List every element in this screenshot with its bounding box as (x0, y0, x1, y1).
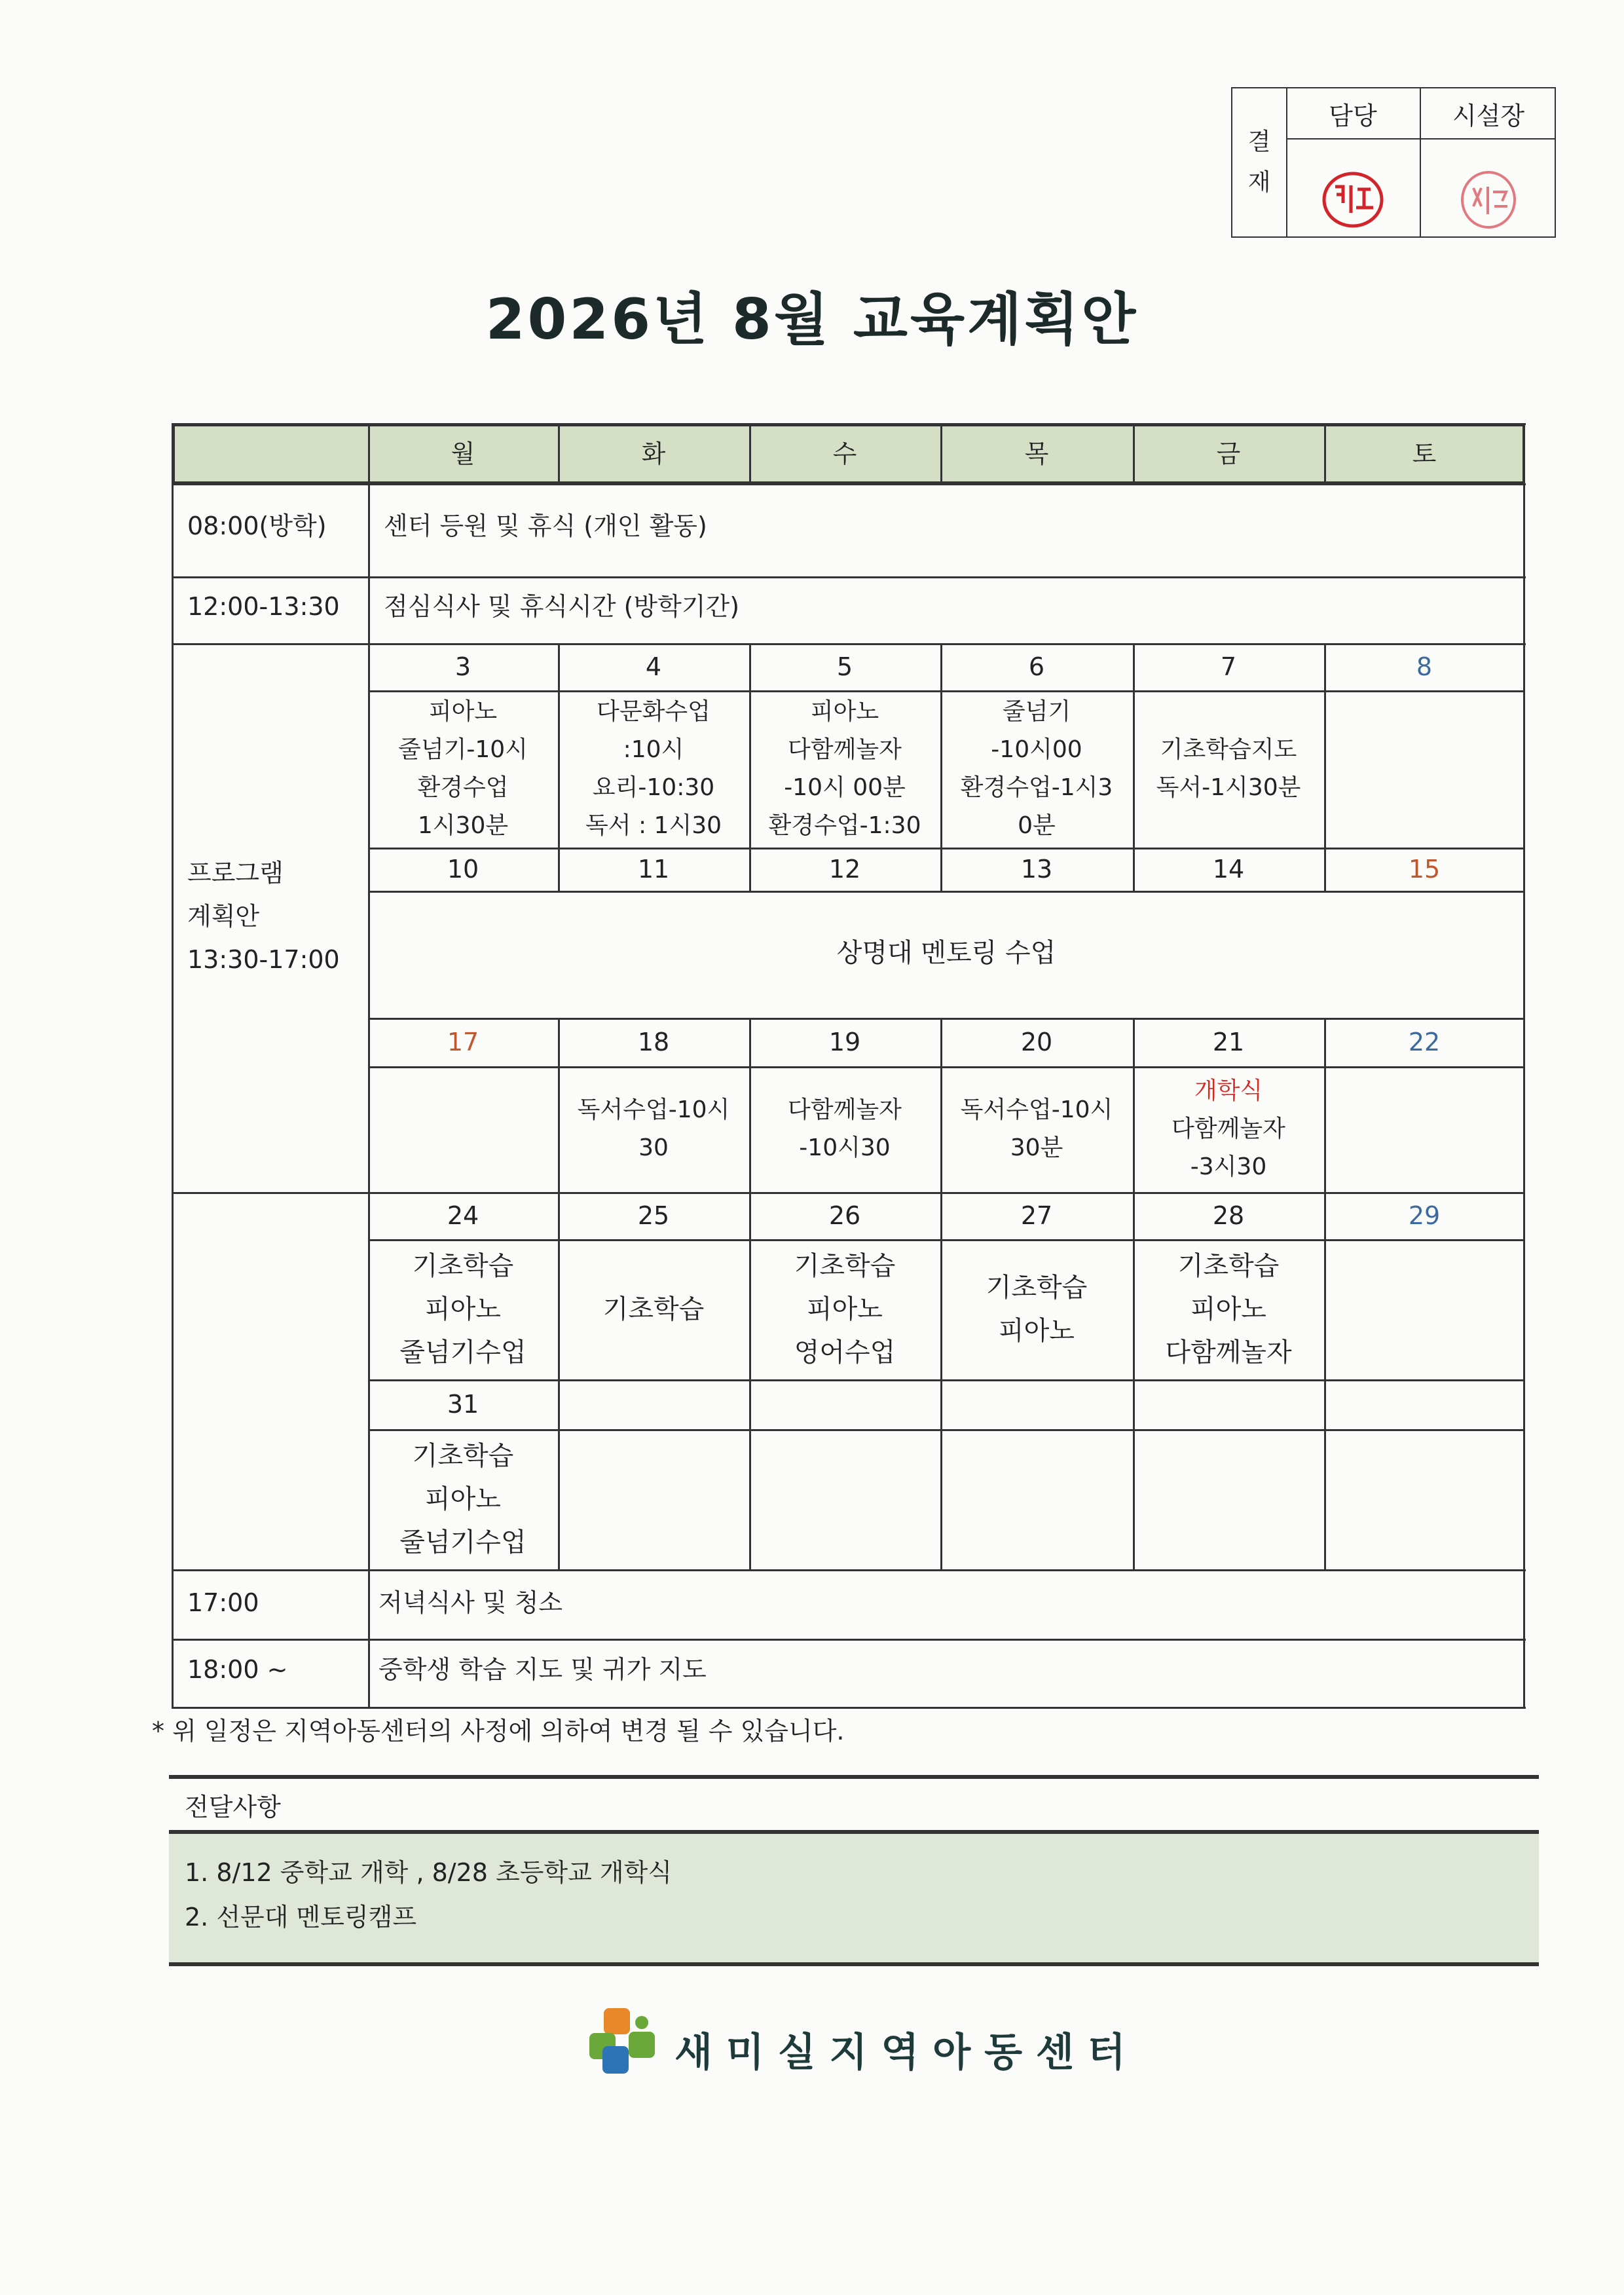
week1-cell-3-line-4: 환경수업-1:30 (768, 812, 921, 839)
week5-cell-1-line-2: 피아노 (425, 1484, 501, 1514)
week3-cell-4-line-2: 30분 (1010, 1134, 1063, 1161)
evening-time: 18:00 ~ (187, 1655, 288, 1684)
week3-day-21: 21 (1212, 1028, 1245, 1056)
week5-cell-3 (749, 1429, 940, 1569)
week5-day-blank-2 (749, 1379, 940, 1429)
weekday-6: 토 (1412, 439, 1437, 468)
week3-cell-3 (749, 1066, 940, 1192)
week1-cell-3-line-1: 피아노 (810, 698, 879, 725)
week2-day-10: 10 (447, 855, 479, 884)
weekday-5: 금 (1216, 439, 1241, 468)
week1-cell-2-line-4: 독서 : 1시30 (585, 812, 722, 839)
week2-day-11: 11 (637, 855, 670, 884)
week1-day-5: 5 (836, 652, 853, 681)
lunch-time: 12:00-13:30 (187, 592, 340, 621)
week3-cell-3-line-2: -10시30 (799, 1134, 891, 1161)
week5-day-31: 31 (447, 1390, 479, 1419)
week1-cell-4-line-4: 0분 (1018, 812, 1056, 839)
org-name: 새 미 실 지 역 아 동 센 터 (674, 2030, 1126, 2076)
week3-cell-2-line-1: 독서수업-10시 (577, 1096, 730, 1123)
week3-cell-5-line-2: 다함께놀자 (1172, 1115, 1285, 1142)
week3-cell-3-line-1: 다함께놀자 (788, 1096, 902, 1123)
week1-cell-6 (1324, 690, 1524, 848)
week3-cell-1 (368, 1066, 558, 1192)
week3-cell-4 (940, 1066, 1133, 1192)
week1-cell-3-line-3: -10시 00분 (784, 774, 906, 801)
week1-cell-4-line-1: 줄넘기 (1002, 698, 1071, 725)
week3-day-18: 18 (637, 1028, 670, 1056)
evening-text: 중학생 학습 지도 및 귀가 지도 (378, 1655, 707, 1684)
week4-day-29: 29 (1408, 1201, 1441, 1230)
row-separator (172, 483, 1526, 485)
week1-cell-4-line-2: -10시00 (991, 736, 1082, 763)
week2-day-15: 15 (1408, 855, 1441, 884)
footnote: * 위 일정은 지역아동센터의 사정에 의하여 변경 될 수 있습니다. (152, 1717, 845, 1745)
week1-day-6: 6 (1028, 652, 1045, 681)
week1-cell-5 (1133, 690, 1324, 848)
week5-cell-6 (1324, 1429, 1524, 1569)
week3-day-22: 22 (1408, 1028, 1441, 1056)
week4-day-25: 25 (637, 1201, 670, 1230)
week5-cell-1 (368, 1429, 558, 1569)
header-col-separator (558, 424, 560, 483)
week4-cell-4 (940, 1239, 1133, 1379)
week2-day-12: 12 (828, 855, 861, 884)
week4-cell-1-line-3: 줄넘기수업 (399, 1337, 526, 1368)
week1-cell-2 (558, 690, 749, 848)
approval-manager-label: 담당 (1286, 88, 1420, 140)
program-label-line-3: 13:30-17:00 (187, 945, 340, 974)
arrival-text: 센터 등원 및 휴식 (개인 활동) (384, 512, 707, 540)
week1-cell-1-line-3: 환경수업 (417, 774, 509, 801)
header-col-separator (940, 424, 942, 483)
header-col-separator (368, 424, 370, 483)
week1-cell-2-line-1: 다문화수업 (597, 698, 710, 725)
dinner-text: 저녁식사 및 청소 (378, 1588, 563, 1617)
week4-cell-3 (749, 1239, 940, 1379)
week1-day-4: 4 (645, 652, 662, 681)
week3-day-19: 19 (828, 1028, 861, 1056)
week4-cell-1-line-1: 기초학습 (412, 1251, 514, 1281)
week1-cell-2-line-3: 요리-10:30 (592, 774, 715, 801)
program-label (187, 851, 340, 981)
week1-cell-1-line-4: 1시30분 (417, 812, 509, 839)
arrival-time: 08:00(방학) (187, 512, 327, 540)
notice-item-2: 2. 선문대 멘토링캠프 (185, 1903, 417, 1931)
week4-day-27: 27 (1020, 1201, 1053, 1230)
approval-side-label (1232, 88, 1287, 236)
weekday-4: 목 (1024, 439, 1049, 468)
row-separator (172, 1639, 1526, 1641)
week4-cell-1-line-2: 피아노 (425, 1294, 501, 1324)
header-col-separator (1324, 424, 1326, 483)
week1-cell-4 (940, 690, 1133, 848)
week2-day-14: 14 (1212, 855, 1245, 884)
approval-box (1231, 87, 1556, 238)
program-label-line-1: 프로그램 (187, 859, 284, 887)
row-separator (172, 576, 1526, 578)
week3-cell-2-line-2: 30 (638, 1134, 669, 1161)
notice-header (169, 1775, 1539, 1834)
week4-day-24: 24 (447, 1201, 479, 1230)
header-col-separator (1133, 424, 1135, 483)
week1-cell-5-line-1: 기초학습지도 (1160, 736, 1297, 763)
page-title: 2026년 8월 교육계획안 (485, 287, 1139, 352)
week3-day-20: 20 (1020, 1028, 1053, 1056)
approval-director-label: 시설장 (1421, 88, 1556, 140)
week3-cell-5-line-1: 개학식 (1194, 1077, 1263, 1104)
header-col-separator (749, 424, 751, 483)
week4-cell-6 (1324, 1239, 1524, 1379)
week5-day-blank-3 (940, 1379, 1133, 1429)
week5-day-blank-5 (1324, 1379, 1524, 1429)
week2-day-13: 13 (1020, 855, 1053, 884)
week4-cell-2-line-1: 기초학습 (602, 1294, 705, 1324)
week3-cell-6 (1324, 1066, 1524, 1192)
week4-cell-3-line-1: 기초학습 (794, 1251, 896, 1281)
week4-cell-5-line-2: 피아노 (1190, 1294, 1266, 1324)
week4-day-28: 28 (1212, 1201, 1245, 1230)
table-bottom-border (172, 1707, 1526, 1709)
week1-day-7: 7 (1220, 652, 1237, 681)
weekday-1: 월 (451, 439, 475, 468)
week1-cell-5-line-2: 독서-1시30분 (1156, 774, 1301, 801)
week5-day-blank-1 (558, 1379, 749, 1429)
notice-title: 전달사항 (185, 1793, 281, 1821)
week2-merged-text: 상명대 멘토링 수업 (836, 938, 1056, 968)
program-divider (172, 1192, 368, 1194)
week4-day-26: 26 (828, 1201, 861, 1230)
week1-cell-2-line-2: :10시 (623, 736, 684, 763)
week5-cell-4 (940, 1429, 1133, 1569)
week1-cell-3 (749, 690, 940, 848)
week1-day-8: 8 (1416, 652, 1433, 681)
weekday-2: 화 (641, 439, 666, 468)
row-separator (172, 1569, 1526, 1571)
week4-cell-5 (1133, 1239, 1324, 1379)
week3-cell-5 (1133, 1066, 1324, 1192)
notice-item-1: 1. 8/12 중학교 개학 , 8/28 초등학교 개학식 (185, 1858, 673, 1887)
program-label-line-2: 계획안 (187, 902, 260, 931)
week4-cell-4-line-1: 기초학습 (986, 1273, 1088, 1303)
week3-cell-5-line-3: -3시30 (1190, 1153, 1267, 1180)
week5-cell-1-line-1: 기초학습 (412, 1441, 514, 1471)
week4-cell-5-line-3: 다함께놀자 (1165, 1337, 1292, 1368)
table-top-border (172, 423, 1526, 425)
director-seal-icon (1452, 167, 1524, 233)
week1-cell-1-line-2: 줄넘기-10시 (398, 736, 528, 763)
week3-cell-2 (558, 1066, 749, 1192)
dinner-time: 17:00 (187, 1588, 259, 1617)
approval-side-char-1: 결 (1247, 128, 1271, 155)
approval-side-char-2: 재 (1247, 169, 1271, 196)
week4-cell-4-line-2: 피아노 (999, 1316, 1075, 1346)
week1-cell-3-line-2: 다함께놀자 (788, 736, 902, 763)
week5-cell-5 (1133, 1429, 1324, 1569)
week1-cell-1-line-1: 피아노 (428, 698, 498, 725)
week3-day-17: 17 (447, 1028, 479, 1056)
table-left-border (172, 423, 174, 1708)
notice-body (169, 1834, 1539, 1966)
week4-cell-1 (368, 1239, 558, 1379)
week1-cell-1 (368, 690, 558, 848)
org-logo-icon (589, 2008, 655, 2074)
approval-col-director (1421, 88, 1556, 236)
manager-seal-icon (1317, 167, 1389, 233)
week5-cell-2 (558, 1429, 749, 1569)
week1-cell-4-line-3: 환경수업-1시3 (960, 774, 1113, 801)
approval-col-manager (1286, 88, 1421, 236)
week4-cell-5-line-1: 기초학습 (1177, 1251, 1280, 1281)
week4-cell-3-line-3: 영어수업 (794, 1337, 896, 1368)
week5-cell-1-line-3: 줄넘기수업 (399, 1527, 526, 1558)
week1-day-3: 3 (454, 652, 471, 681)
week5-day-blank-4 (1133, 1379, 1324, 1429)
week3-cell-4-line-1: 독서수업-10시 (960, 1096, 1113, 1123)
week4-cell-3-line-2: 피아노 (807, 1294, 883, 1324)
week4-cell-2 (558, 1239, 749, 1379)
weekday-3: 수 (832, 439, 857, 468)
lunch-text: 점심식사 및 휴식시간 (방학기간) (384, 592, 740, 621)
